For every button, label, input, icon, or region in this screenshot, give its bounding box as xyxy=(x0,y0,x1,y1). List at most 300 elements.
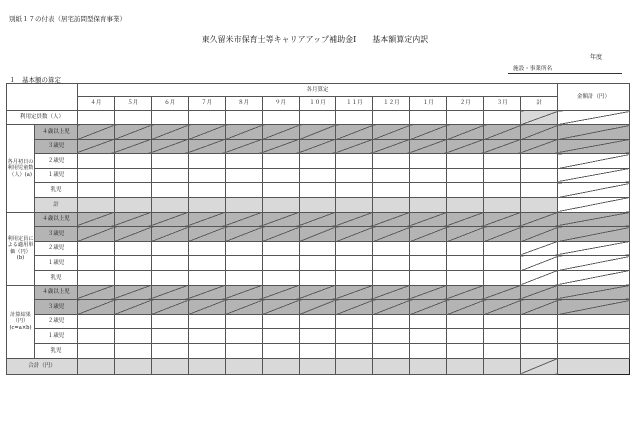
disabled-cell xyxy=(336,285,373,300)
input-cell[interactable] xyxy=(336,241,373,256)
disabled-cell xyxy=(521,285,558,300)
disabled-cell xyxy=(225,300,262,315)
disabled-cell xyxy=(114,125,151,140)
disabled-cell xyxy=(188,227,225,242)
input-cell[interactable] xyxy=(188,314,225,329)
disabled-cell xyxy=(262,125,299,140)
disabled-cell xyxy=(484,139,521,154)
data-row xyxy=(7,270,630,285)
input-cell[interactable] xyxy=(299,314,336,329)
input-cell[interactable] xyxy=(299,168,336,183)
input-cell[interactable] xyxy=(188,343,225,358)
input-cell[interactable] xyxy=(373,329,410,344)
sum-cell xyxy=(151,197,188,212)
data-row xyxy=(7,343,630,358)
group-label: 計算結果（円）(c=a×b) xyxy=(7,285,35,358)
sum-cell xyxy=(114,197,151,212)
disabled-cell xyxy=(188,139,225,154)
input-cell[interactable] xyxy=(262,154,299,169)
disabled-cell xyxy=(225,125,262,140)
input-cell[interactable] xyxy=(188,241,225,256)
grand-total-label: 合計（円） xyxy=(7,358,78,374)
row-label: ２歳児 xyxy=(34,314,77,329)
input-cell[interactable] xyxy=(484,168,521,183)
input-cell[interactable] xyxy=(77,154,114,169)
disabled-cell xyxy=(262,227,299,242)
subtotal-row xyxy=(7,197,630,212)
amount-cell[interactable] xyxy=(558,329,630,344)
input-cell[interactable] xyxy=(151,270,188,285)
section-heading: １ 基本額の算定 xyxy=(9,76,61,84)
data-row xyxy=(7,300,630,315)
input-cell[interactable] xyxy=(447,329,484,344)
input-cell[interactable] xyxy=(373,256,410,271)
input-cell[interactable] xyxy=(299,270,336,285)
disabled-cell xyxy=(410,125,447,140)
disabled-cell xyxy=(151,125,188,140)
input-cell[interactable] xyxy=(410,154,447,169)
disabled-cell xyxy=(521,358,558,374)
input-cell[interactable] xyxy=(373,154,410,169)
disabled-cell xyxy=(188,125,225,140)
month-header: ３月 xyxy=(484,97,521,111)
input-cell[interactable] xyxy=(77,270,114,285)
calculation-table xyxy=(6,83,630,375)
input-cell[interactable] xyxy=(225,183,262,198)
sum-cell xyxy=(262,197,299,212)
disabled-cell xyxy=(447,227,484,242)
input-cell[interactable] xyxy=(262,270,299,285)
input-cell[interactable] xyxy=(410,270,447,285)
total-cell[interactable] xyxy=(521,197,558,212)
disabled-cell xyxy=(114,285,151,300)
disabled-cell xyxy=(558,154,630,169)
disabled-cell xyxy=(114,227,151,242)
input-cell[interactable] xyxy=(447,256,484,271)
disabled-cell xyxy=(558,139,630,154)
input-cell[interactable] xyxy=(336,343,373,358)
input-cell[interactable] xyxy=(151,343,188,358)
disabled-cell xyxy=(336,227,373,242)
sum-cell xyxy=(410,197,447,212)
document-reference: 別紙１７の付表（居宅訪問型保育事業） xyxy=(9,15,126,23)
input-cell[interactable] xyxy=(299,183,336,198)
input-cell[interactable] xyxy=(336,256,373,271)
input-cell[interactable] xyxy=(299,241,336,256)
input-cell[interactable] xyxy=(114,183,151,198)
disabled-cell xyxy=(447,285,484,300)
input-cell[interactable] xyxy=(262,183,299,198)
input-cell[interactable] xyxy=(114,314,151,329)
input-cell[interactable] xyxy=(262,256,299,271)
disabled-cell xyxy=(77,300,114,315)
input-cell[interactable] xyxy=(373,183,410,198)
disabled-cell xyxy=(299,139,336,154)
month-header: ２月 xyxy=(447,97,484,111)
input-cell[interactable] xyxy=(188,154,225,169)
disabled-cell xyxy=(77,125,114,140)
disabled-cell xyxy=(521,111,558,125)
disabled-cell xyxy=(558,256,630,271)
input-cell[interactable] xyxy=(188,256,225,271)
input-cell[interactable] xyxy=(336,270,373,285)
input-cell[interactable] xyxy=(262,343,299,358)
row-label: ２歳児 xyxy=(34,154,77,169)
disabled-cell xyxy=(521,227,558,242)
input-cell[interactable] xyxy=(484,111,521,125)
disabled-cell xyxy=(77,139,114,154)
input-cell[interactable] xyxy=(484,343,521,358)
sum-cell xyxy=(262,358,299,374)
input-cell[interactable] xyxy=(410,168,447,183)
input-cell[interactable] xyxy=(484,256,521,271)
input-cell[interactable] xyxy=(151,329,188,344)
input-cell[interactable] xyxy=(410,111,447,125)
disabled-cell xyxy=(225,139,262,154)
input-cell[interactable] xyxy=(188,270,225,285)
disabled-cell xyxy=(188,212,225,227)
input-cell[interactable] xyxy=(447,183,484,198)
disabled-cell xyxy=(188,300,225,315)
disabled-cell xyxy=(373,139,410,154)
input-cell[interactable] xyxy=(151,241,188,256)
input-cell[interactable] xyxy=(373,343,410,358)
disabled-cell xyxy=(373,212,410,227)
total-cell[interactable] xyxy=(521,183,558,198)
disabled-cell xyxy=(151,139,188,154)
input-cell[interactable] xyxy=(225,154,262,169)
capacity-row xyxy=(7,111,630,125)
row-label: １歳児 xyxy=(34,329,77,344)
month-header: ５月 xyxy=(114,97,151,111)
disabled-cell xyxy=(558,111,630,125)
input-cell[interactable] xyxy=(225,343,262,358)
month-header: １１月 xyxy=(336,97,373,111)
input-cell[interactable] xyxy=(336,111,373,125)
sum-cell xyxy=(373,197,410,212)
input-cell[interactable] xyxy=(299,329,336,344)
disabled-cell xyxy=(558,212,630,227)
disabled-cell xyxy=(558,168,630,183)
disabled-cell xyxy=(299,300,336,315)
input-cell[interactable] xyxy=(151,154,188,169)
facility-name-label: 施設・事業所名 xyxy=(513,66,553,72)
capacity-label: 利用定員数（人） xyxy=(7,111,78,125)
input-cell[interactable] xyxy=(336,168,373,183)
disabled-cell xyxy=(151,285,188,300)
input-cell[interactable] xyxy=(447,111,484,125)
total-cell[interactable] xyxy=(521,168,558,183)
row-label: 計 xyxy=(34,197,77,212)
disabled-cell xyxy=(77,227,114,242)
sum-cell xyxy=(299,197,336,212)
input-cell[interactable] xyxy=(410,314,447,329)
input-cell[interactable] xyxy=(262,241,299,256)
total-cell[interactable] xyxy=(521,154,558,169)
input-cell[interactable] xyxy=(188,168,225,183)
input-cell[interactable] xyxy=(336,314,373,329)
sum-cell xyxy=(188,358,225,374)
disabled-cell xyxy=(410,300,447,315)
row-label: 乳児 xyxy=(34,183,77,198)
input-cell[interactable] xyxy=(77,111,114,125)
header-row-1 xyxy=(7,84,630,97)
sum-cell xyxy=(114,358,151,374)
disabled-cell xyxy=(558,285,630,300)
disabled-cell xyxy=(299,227,336,242)
data-row xyxy=(7,212,630,227)
sum-cell xyxy=(336,197,373,212)
input-cell[interactable] xyxy=(447,154,484,169)
disabled-cell xyxy=(410,227,447,242)
month-header: ７月 xyxy=(188,97,225,111)
input-cell[interactable] xyxy=(336,154,373,169)
total-cell[interactable] xyxy=(521,314,558,329)
disabled-cell xyxy=(77,285,114,300)
data-row xyxy=(7,256,630,271)
input-cell[interactable] xyxy=(151,256,188,271)
group-label: 各月初日の利用児童数（人）(a) xyxy=(7,125,35,213)
disabled-cell xyxy=(558,227,630,242)
disabled-cell xyxy=(225,212,262,227)
data-row xyxy=(7,139,630,154)
input-cell[interactable] xyxy=(225,111,262,125)
input-cell[interactable] xyxy=(114,111,151,125)
input-cell[interactable] xyxy=(299,256,336,271)
disabled-cell xyxy=(558,197,630,212)
disabled-cell xyxy=(484,227,521,242)
disabled-cell xyxy=(299,125,336,140)
disabled-cell xyxy=(225,227,262,242)
input-cell[interactable] xyxy=(262,111,299,125)
row-label: 乳児 xyxy=(34,270,77,285)
input-cell[interactable] xyxy=(188,111,225,125)
grand-total-amount[interactable] xyxy=(558,358,630,374)
sum-cell xyxy=(373,358,410,374)
data-row xyxy=(7,227,630,242)
input-cell[interactable] xyxy=(447,241,484,256)
disabled-cell xyxy=(336,212,373,227)
input-cell[interactable] xyxy=(114,256,151,271)
disabled-cell xyxy=(447,212,484,227)
disabled-cell xyxy=(373,227,410,242)
sum-cell xyxy=(188,197,225,212)
disabled-cell xyxy=(410,285,447,300)
disabled-cell xyxy=(558,270,630,285)
sum-cell xyxy=(151,358,188,374)
input-cell[interactable] xyxy=(225,168,262,183)
disabled-cell xyxy=(336,139,373,154)
disabled-cell xyxy=(151,300,188,315)
amount-cell[interactable] xyxy=(558,343,630,358)
row-label: ４歳以上児 xyxy=(34,125,77,140)
disabled-cell xyxy=(484,300,521,315)
input-cell[interactable] xyxy=(77,314,114,329)
month-header: ８月 xyxy=(225,97,262,111)
row-label: ３歳児 xyxy=(34,300,77,315)
input-cell[interactable] xyxy=(77,168,114,183)
input-cell[interactable] xyxy=(336,183,373,198)
disabled-cell xyxy=(558,183,630,198)
disabled-cell xyxy=(558,241,630,256)
sum-cell xyxy=(225,358,262,374)
input-cell[interactable] xyxy=(77,329,114,344)
sum-cell xyxy=(225,197,262,212)
disabled-cell xyxy=(114,139,151,154)
input-cell[interactable] xyxy=(447,314,484,329)
sum-cell xyxy=(77,197,114,212)
amount-cell[interactable] xyxy=(558,314,630,329)
disabled-cell xyxy=(114,212,151,227)
row-label: 乳児 xyxy=(34,343,77,358)
input-cell[interactable] xyxy=(225,314,262,329)
group-label: 利用定員による適用単価（円）(b) xyxy=(7,212,35,285)
month-header: ４月 xyxy=(77,97,114,111)
disabled-cell xyxy=(521,125,558,140)
row-label: ４歳以上児 xyxy=(34,285,77,300)
data-row xyxy=(7,154,630,169)
header-row-2 xyxy=(7,97,630,111)
input-cell[interactable] xyxy=(151,314,188,329)
input-cell[interactable] xyxy=(114,154,151,169)
input-cell[interactable] xyxy=(373,314,410,329)
input-cell[interactable] xyxy=(484,314,521,329)
input-cell[interactable] xyxy=(114,241,151,256)
amount-total-header: 金額計（円） xyxy=(558,84,630,111)
disabled-cell xyxy=(188,285,225,300)
data-row xyxy=(7,168,630,183)
month-header: ６月 xyxy=(151,97,188,111)
data-row xyxy=(7,285,630,300)
data-row xyxy=(7,241,630,256)
page-title: 東久留米市保育士等キャリアアップ補助金Ⅰ 基本額算定内訳 xyxy=(201,35,429,44)
corner-cell xyxy=(7,84,78,111)
disabled-cell xyxy=(484,212,521,227)
input-cell[interactable] xyxy=(447,343,484,358)
input-cell[interactable] xyxy=(188,329,225,344)
input-cell[interactable] xyxy=(151,183,188,198)
row-label: ２歳児 xyxy=(34,241,77,256)
input-cell[interactable] xyxy=(484,241,521,256)
input-cell[interactable] xyxy=(188,183,225,198)
input-cell[interactable] xyxy=(151,168,188,183)
input-cell[interactable] xyxy=(373,168,410,183)
disabled-cell xyxy=(484,125,521,140)
sum-cell xyxy=(410,358,447,374)
disabled-cell xyxy=(521,270,558,285)
data-row xyxy=(7,125,630,140)
sum-cell xyxy=(299,358,336,374)
disabled-cell xyxy=(262,139,299,154)
input-cell[interactable] xyxy=(299,154,336,169)
input-cell[interactable] xyxy=(373,111,410,125)
input-cell[interactable] xyxy=(114,270,151,285)
input-cell[interactable] xyxy=(77,241,114,256)
input-cell[interactable] xyxy=(410,183,447,198)
disabled-cell xyxy=(521,212,558,227)
month-header: ９月 xyxy=(262,97,299,111)
disabled-cell xyxy=(373,125,410,140)
disabled-cell xyxy=(447,139,484,154)
disabled-cell xyxy=(299,212,336,227)
input-cell[interactable] xyxy=(484,270,521,285)
row-label: １歳児 xyxy=(34,256,77,271)
input-cell[interactable] xyxy=(262,314,299,329)
disabled-cell xyxy=(521,139,558,154)
fiscal-year-label: 年度 xyxy=(590,54,603,61)
input-cell[interactable] xyxy=(151,111,188,125)
input-cell[interactable] xyxy=(484,329,521,344)
row-label: １歳児 xyxy=(34,168,77,183)
input-cell[interactable] xyxy=(77,256,114,271)
input-cell[interactable] xyxy=(77,183,114,198)
disabled-cell xyxy=(410,139,447,154)
input-cell[interactable] xyxy=(299,343,336,358)
disabled-cell xyxy=(114,300,151,315)
input-cell[interactable] xyxy=(225,270,262,285)
input-cell[interactable] xyxy=(225,241,262,256)
disabled-cell xyxy=(521,241,558,256)
disabled-cell xyxy=(262,300,299,315)
monthly-header: 各月算定 xyxy=(77,84,557,97)
input-cell[interactable] xyxy=(373,241,410,256)
disabled-cell xyxy=(225,285,262,300)
disabled-cell xyxy=(299,285,336,300)
disabled-cell xyxy=(521,256,558,271)
input-cell[interactable] xyxy=(262,168,299,183)
input-cell[interactable] xyxy=(114,343,151,358)
input-cell[interactable] xyxy=(114,168,151,183)
disabled-cell xyxy=(151,227,188,242)
input-cell[interactable] xyxy=(262,329,299,344)
sum-cell xyxy=(447,197,484,212)
month-header: １２月 xyxy=(373,97,410,111)
input-cell[interactable] xyxy=(299,111,336,125)
input-cell[interactable] xyxy=(225,329,262,344)
input-cell[interactable] xyxy=(336,329,373,344)
facility-name-field[interactable] xyxy=(508,73,622,74)
disabled-cell xyxy=(447,125,484,140)
disabled-cell xyxy=(558,300,630,315)
disabled-cell xyxy=(151,212,188,227)
input-cell[interactable] xyxy=(447,168,484,183)
input-cell[interactable] xyxy=(410,329,447,344)
disabled-cell xyxy=(77,212,114,227)
sum-cell xyxy=(484,197,521,212)
disabled-cell xyxy=(410,212,447,227)
sum-cell xyxy=(77,358,114,374)
input-cell[interactable] xyxy=(410,343,447,358)
disabled-cell xyxy=(336,125,373,140)
data-row xyxy=(7,314,630,329)
row-label: ４歳以上児 xyxy=(34,212,77,227)
input-cell[interactable] xyxy=(410,256,447,271)
disabled-cell xyxy=(262,285,299,300)
total-cell[interactable] xyxy=(521,329,558,344)
input-cell[interactable] xyxy=(77,343,114,358)
input-cell[interactable] xyxy=(410,241,447,256)
disabled-cell xyxy=(336,300,373,315)
input-cell[interactable] xyxy=(447,270,484,285)
input-cell[interactable] xyxy=(225,256,262,271)
data-row xyxy=(7,329,630,344)
input-cell[interactable] xyxy=(484,154,521,169)
input-cell[interactable] xyxy=(114,329,151,344)
total-cell[interactable] xyxy=(521,343,558,358)
input-cell[interactable] xyxy=(373,270,410,285)
input-cell[interactable] xyxy=(484,183,521,198)
sum-cell xyxy=(336,358,373,374)
